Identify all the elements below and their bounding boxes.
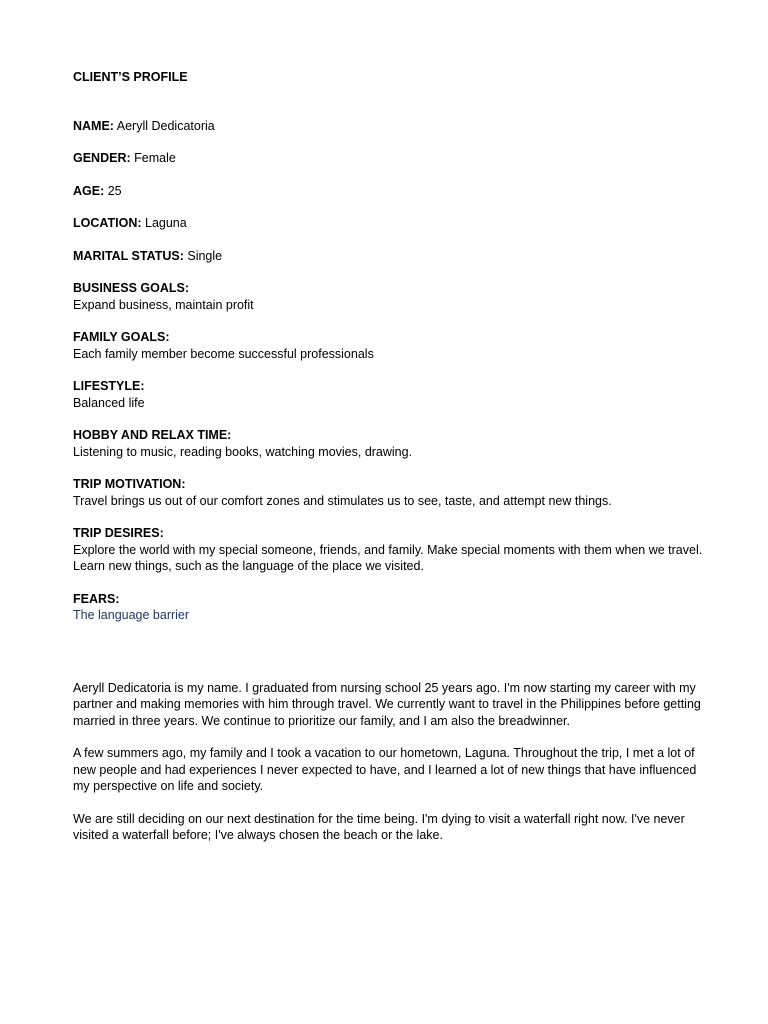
trip-desires-label: TRIP DESIRES: <box>73 526 164 540</box>
gender-value: Female <box>134 151 176 165</box>
document-title: CLIENT’S PROFILE <box>73 70 188 84</box>
age-value: 25 <box>107 183 122 198</box>
fears-value: The language barrier <box>73 608 190 622</box>
name-field <box>73 118 703 135</box>
gender-label: GENDER: <box>73 151 131 165</box>
document-page <box>73 69 703 860</box>
lifestyle-value: Balanced life <box>73 395 145 410</box>
family-goals-section <box>73 329 703 362</box>
business-goals-value: Expand business, maintain profit <box>73 297 254 312</box>
narrative-paragraph-2: A few summers ago, my family and I took a vacation to our hometown, Laguna. Throughout the trip, I met a lot of new people and had experiences I never expected to have, and I learned a lot of new things that have influenced my perspective on life and society. <box>73 746 697 793</box>
trip-desires-value: Explore the world with my special someone, friends, and family. Make special moments with them when we travel. Learn new things, such as the language of the place we visited. <box>73 542 703 573</box>
section-spacer <box>73 640 703 680</box>
family-goals-value: Each family member become successful professionals <box>73 346 374 361</box>
name-label: NAME: <box>73 118 114 133</box>
fears-section <box>73 591 703 624</box>
business-goals-label: BUSINESS GOALS: <box>73 281 189 295</box>
hobby-label: HOBBY AND RELAX TIME: <box>73 428 232 442</box>
business-goals-section <box>73 280 703 313</box>
lifestyle-label: LIFESTYLE: <box>73 379 145 393</box>
location-label: LOCATION: <box>73 216 142 230</box>
hobby-value: Listening to music, reading books, watching movies, drawing. <box>73 444 413 459</box>
narrative-paragraph-1: Aeryll Dedicatoria is my name. I graduated from nursing school 25 years ago. I'm now starting my career with my partner and making memories with him through travel. We currently want to travel in the Philippines before getting married in three years. We continue to prioritize our family, and I am also the breadwinner. <box>73 680 701 728</box>
location-value: Laguna <box>145 216 187 230</box>
trip-motivation-value: Travel brings us out of our comfort zones and stimulates us to see, taste, and attempt new things. <box>73 493 612 508</box>
age-label: AGE: <box>73 183 105 198</box>
location-field <box>73 215 703 232</box>
marital-status-value: Single <box>187 248 223 263</box>
marital-status-field <box>73 248 703 265</box>
gender-field <box>73 150 703 167</box>
family-goals-label: FAMILY GOALS: <box>73 330 170 344</box>
hobby-section <box>73 427 703 460</box>
fears-label: FEARS: <box>73 591 120 606</box>
narrative-paragraph-3: We are still deciding on our next destination for the time being. I'm dying to visit a waterfall right now. I've never visited a waterfall before; I've always chosen the beach or the lake. <box>73 811 685 842</box>
trip-motivation-label: TRIP MOTIVATION: <box>73 477 186 491</box>
age-field <box>73 183 703 200</box>
trip-motivation-section <box>73 476 703 509</box>
trip-desires-section <box>73 525 703 575</box>
name-value: Aeryll Dedicatoria <box>116 118 215 133</box>
marital-status-label: MARITAL STATUS: <box>73 248 184 263</box>
lifestyle-section <box>73 378 703 411</box>
